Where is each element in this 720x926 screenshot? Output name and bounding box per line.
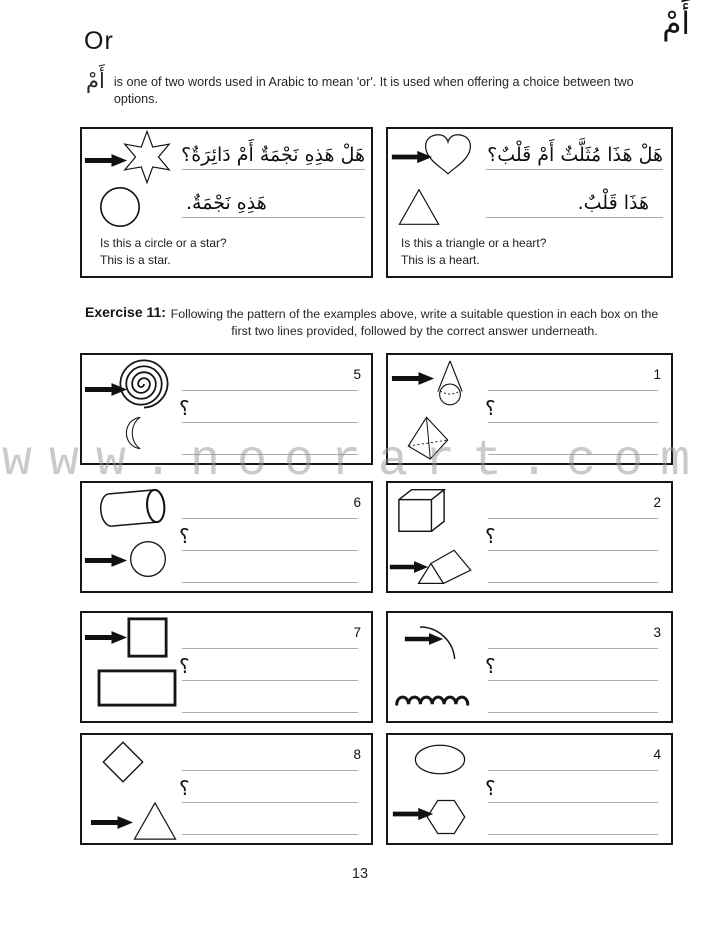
arrow-icon bbox=[90, 815, 134, 830]
writing-line bbox=[182, 550, 358, 551]
writing-line bbox=[488, 834, 658, 835]
cylinder-icon bbox=[94, 486, 171, 530]
arrow-icon bbox=[391, 371, 435, 386]
diamond-icon bbox=[101, 739, 145, 785]
box-number: 3 bbox=[653, 625, 661, 640]
exercise-box-3 bbox=[386, 611, 673, 723]
example-caption bbox=[401, 235, 546, 268]
arc-curve-icon bbox=[418, 616, 458, 666]
arabic-question: هَلْ هَذَا مُثَلَّثٌ أَمْ قَلْبٌ؟ bbox=[487, 144, 663, 166]
arabic-title-word: أَمْ bbox=[662, 6, 690, 42]
box-number: 7 bbox=[353, 625, 361, 640]
writing-line bbox=[488, 648, 658, 649]
writing-line bbox=[488, 680, 658, 681]
writing-line bbox=[182, 582, 358, 583]
question-mark: ؟ bbox=[179, 776, 190, 800]
writing-line bbox=[488, 550, 658, 551]
example-caption bbox=[100, 235, 227, 268]
arrow-icon bbox=[84, 630, 128, 645]
cube-icon bbox=[395, 487, 448, 534]
wavy-line-icon bbox=[394, 689, 472, 710]
writing-line bbox=[182, 802, 358, 803]
writing-line bbox=[182, 648, 358, 649]
box-number: 4 bbox=[653, 747, 661, 762]
writing-line bbox=[182, 518, 358, 519]
writing-line bbox=[488, 390, 658, 391]
question-mark: ؟ bbox=[485, 396, 496, 420]
page-number: 13 bbox=[351, 866, 369, 882]
cone-icon bbox=[430, 357, 470, 409]
hexagon-icon bbox=[425, 795, 467, 839]
box-number: 5 bbox=[353, 367, 361, 382]
example-caption-line1: Is this a triangle or a heart? bbox=[401, 236, 547, 250]
writing-line bbox=[488, 802, 658, 803]
circle-icon bbox=[99, 186, 141, 228]
exercise-box-6 bbox=[80, 481, 373, 593]
writing-line bbox=[182, 454, 358, 455]
writing-line bbox=[488, 582, 658, 583]
writing-line bbox=[182, 422, 358, 423]
exercise-box-7 bbox=[80, 611, 373, 723]
intro-paragraph bbox=[86, 69, 634, 108]
question-mark: ؟ bbox=[179, 654, 190, 678]
triangular-prism-icon bbox=[416, 541, 474, 586]
box-number: 6 bbox=[353, 495, 361, 510]
exercise-label: Exercise 11: bbox=[85, 304, 166, 320]
question-mark: ؟ bbox=[485, 524, 496, 548]
arabic-answer: هَذَا قَلْبٌ. bbox=[577, 192, 649, 214]
example-caption-line1: Is this a circle or a star? bbox=[100, 236, 227, 250]
writing-line bbox=[488, 454, 658, 455]
pyramid-icon bbox=[405, 415, 451, 462]
writing-line bbox=[182, 834, 358, 835]
box-number: 8 bbox=[353, 747, 361, 762]
box-number: 1 bbox=[653, 367, 661, 382]
arrow-icon bbox=[84, 382, 128, 397]
exercise-box-8 bbox=[80, 733, 373, 845]
example-caption-line2: This is a heart. bbox=[401, 252, 480, 267]
writing-line bbox=[182, 770, 358, 771]
triangle-icon bbox=[132, 799, 178, 843]
example-box-heart bbox=[386, 127, 673, 278]
square-icon bbox=[127, 617, 168, 658]
arabic-question: هَلْ هَذِهِ نَجْمَةٌ أَمْ دَائِرَةٌ؟ bbox=[181, 144, 365, 166]
page-title: Or bbox=[84, 27, 114, 55]
question-mark: ؟ bbox=[485, 776, 496, 800]
exercise-instructions: Following the pattern of the examples above, write a suitable question in each box on the first two lines provided, followed by the correct answer underneath. bbox=[170, 307, 659, 338]
watermark: www.noorart.com bbox=[2, 433, 708, 490]
writing-line bbox=[488, 712, 658, 713]
writing-line bbox=[488, 770, 658, 771]
exercise-box-1 bbox=[386, 353, 673, 465]
writing-line bbox=[182, 390, 358, 391]
star-icon bbox=[120, 129, 174, 185]
writing-line bbox=[488, 518, 658, 519]
exercise-box-2 bbox=[386, 481, 673, 593]
exercise-box-5 bbox=[80, 353, 373, 465]
crescent-moon-icon bbox=[114, 413, 148, 453]
question-mark: ؟ bbox=[179, 396, 190, 420]
example-caption-line2: This is a star. bbox=[100, 252, 171, 267]
intro-arabic-word: أَمْ bbox=[86, 69, 105, 93]
arrow-icon bbox=[84, 553, 128, 568]
writing-line bbox=[488, 422, 658, 423]
rectangle-icon bbox=[97, 669, 177, 707]
exercise-box-4 bbox=[386, 733, 673, 845]
example-box-star bbox=[80, 127, 373, 278]
question-mark: ؟ bbox=[485, 654, 496, 678]
question-mark: ؟ bbox=[179, 524, 190, 548]
circle-icon bbox=[129, 540, 167, 578]
arabic-answer: هَذِهِ نَجْمَةٌ. bbox=[186, 192, 267, 214]
triangle-icon bbox=[397, 185, 441, 229]
heart-icon bbox=[422, 132, 474, 178]
ellipse-icon bbox=[413, 742, 467, 777]
intro-text: is one of two words used in Arabic to mean 'or'. It is used when offering a choice between two options. bbox=[113, 75, 634, 106]
writing-line bbox=[182, 712, 358, 713]
writing-line bbox=[182, 680, 358, 681]
box-number: 2 bbox=[653, 495, 661, 510]
